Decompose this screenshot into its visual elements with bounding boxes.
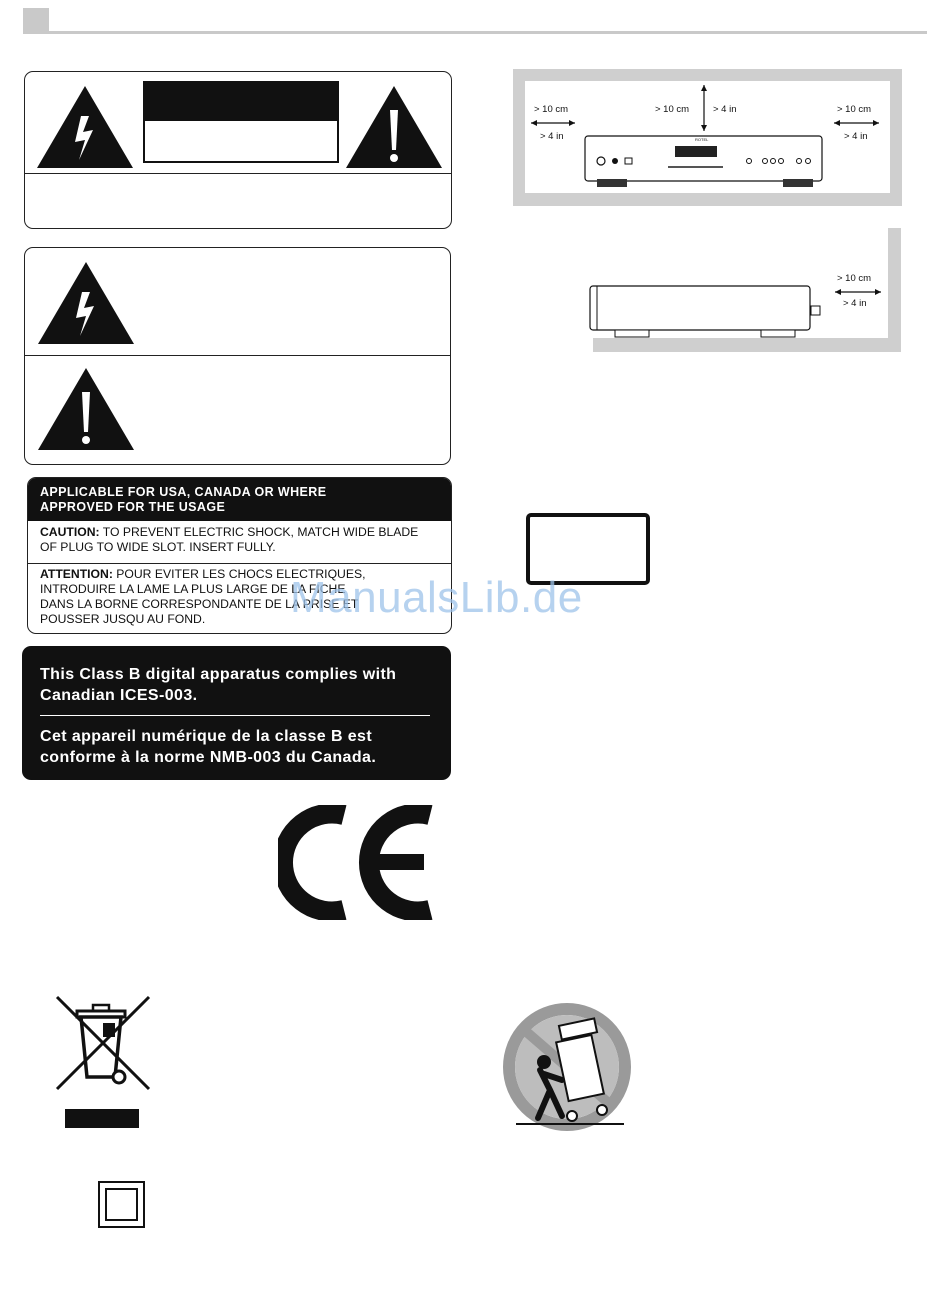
ices-fr-line1: Cet appareil numérique de la classe B est (40, 728, 373, 745)
ices-en-line1: This Class B digital apparatus complies with (40, 666, 397, 683)
plug-header-line2: APPROVED FOR THE USAGE (40, 500, 226, 514)
rear-wall (888, 228, 901, 352)
left-in-label: > 4 in (540, 131, 564, 142)
front-clearance-diagram (513, 69, 902, 206)
plug-header-line1: APPLICABLE FOR USA, CANADA OR WHERE (40, 485, 327, 499)
caution-line2: OF PLUG TO WIDE SLOT. INSERT FULLY. (40, 540, 276, 554)
lightning-warning-icon (36, 260, 136, 345)
ce-mark-icon (278, 805, 436, 920)
caution-label: CAUTION: (40, 525, 100, 539)
lightning-warning-icon (35, 84, 135, 169)
caution-line1: TO PREVENT ELECTRIC SHOCK, MATCH WIDE BLADE (99, 525, 419, 539)
side-view-unit (585, 280, 885, 340)
left-cm-label: > 10 cm (534, 104, 569, 115)
caution-text-en (40, 525, 418, 555)
ices-en-line2: Canadian ICES-003. (40, 687, 198, 704)
caution-label-header (143, 81, 339, 121)
caution-divider (25, 173, 451, 174)
exclamation-warning-icon (36, 366, 136, 451)
top-in-label: > 4 in (713, 104, 737, 115)
attention-line2: INTRODUIRE LA LAME LA PLUS LARGE DE LA FICHE (40, 582, 346, 596)
ices-compliance-box (22, 646, 451, 780)
symbol-explanation-box (24, 247, 451, 465)
header-rule (23, 31, 927, 34)
cart-tipover-icon (500, 1000, 635, 1135)
double-insulation-inner (105, 1188, 138, 1221)
brand-label: ROTEL (695, 137, 709, 142)
weee-date-bar (65, 1109, 139, 1128)
floor-surface (593, 338, 901, 352)
ices-english (40, 664, 396, 706)
attention-line3: DANS LA BORNE CORRESPONDANTE DE LA PRISE ET (40, 597, 359, 611)
attention-line1: POUR EVITER LES CHOCS ELECTRIQUES, (112, 567, 366, 581)
plug-caution-header (28, 478, 451, 521)
plug-separator (28, 563, 451, 564)
ices-rule (40, 715, 430, 716)
attention-line4: POUSSER JUSQU AU FOND. (40, 612, 206, 626)
watermark-text: ManualsLib.de (290, 573, 583, 622)
symbol-divider (25, 355, 450, 356)
attention-label: ATTENTION: (40, 567, 113, 581)
ices-french (40, 726, 376, 768)
exclamation-warning-icon (344, 84, 444, 169)
caution-label-body (143, 121, 339, 163)
ices-fr-line2: conforme à la norme NMB-003 du Canada. (40, 749, 377, 766)
side-cm-label: > 10 cm (837, 273, 872, 284)
caution-box (24, 71, 452, 229)
right-cm-label: > 10 cm (837, 104, 872, 115)
side-in-label: > 4 in (843, 298, 867, 309)
right-in-label: > 4 in (844, 131, 868, 142)
header-square (23, 8, 49, 33)
weee-bin-icon (53, 993, 153, 1093)
top-cm-label: > 10 cm (655, 104, 690, 115)
